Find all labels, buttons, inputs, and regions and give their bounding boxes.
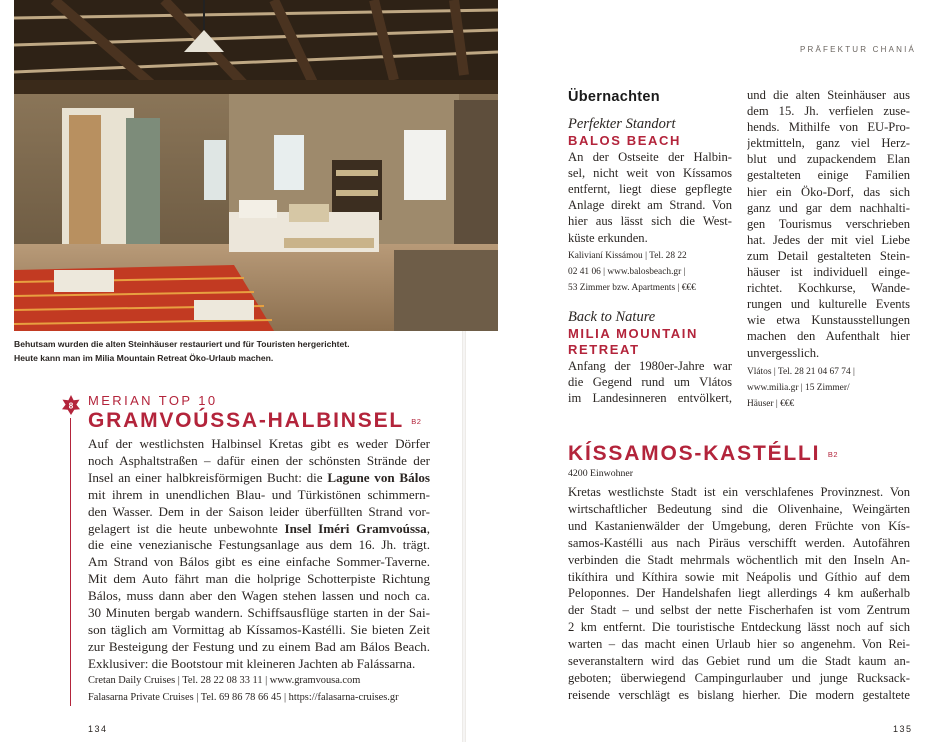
hotel2-kicker: Back to Nature: [568, 308, 656, 325]
text-line: Am Strand von Bálos gibt es eine einfache Sommer-Taverne.: [88, 554, 430, 570]
gramvoussa-body-text: [88, 436, 430, 707]
top10-vertical-rule: [70, 418, 71, 706]
section-title: Übernachten: [568, 89, 660, 105]
contact-info-line: Kalivianí Kissámou | Tel. 28 22: [568, 250, 687, 261]
hotel2-name-line: RETREAT: [568, 341, 640, 357]
text-line: Exklusiver: die Bootstour mit kleineren Jachten ab Falássarna.: [88, 655, 416, 671]
text-line: Bálos, muss dann aber den Wagen stehen lassen und noch ca.: [88, 588, 430, 604]
text-line: zur Besteigung der Festung und zu einem Bad am Bálos Beach.: [88, 638, 430, 654]
contact-info-line: Falasarna Private Cruises | Tel. 69 86 78 66 45 | https://falasarna-cruises.gr: [88, 691, 399, 703]
grid-reference: B2: [827, 449, 839, 459]
contact-info-line: Cretan Daily Cruises | Tel. 28 22 08 33 11 | www.gramvousa.com: [88, 674, 361, 686]
top10-star-badge: [60, 395, 82, 417]
hotel2-name-line: MILIA MOUNTAIN: [568, 325, 698, 341]
grid-reference: B2: [411, 416, 422, 426]
text-line: und Kastanienwälder der Umgebung, deren Früchte von Kís-: [568, 518, 910, 533]
accommodation-column-2: [747, 87, 910, 412]
hotel2-description: [568, 358, 732, 406]
text-line: hier aus lässt sich die West-: [568, 214, 732, 229]
page-number-right: 135: [893, 724, 913, 734]
top10-number: 8: [68, 401, 74, 411]
hotel2-info: [747, 364, 910, 412]
text-line: son täglich am Vormittag ab Kíssamos-Kastélli. Sie bieten Zeit: [88, 621, 430, 637]
text-line: richtet. Kochkurse, Wande-: [747, 281, 910, 296]
hotel2-description-continued: [747, 87, 910, 361]
population-subtitle: 4200 Einwohner: [568, 468, 634, 479]
text-line: 2 km entfernt. Die touristische Entdeckung lässt noch auf sich: [568, 620, 910, 635]
text-line: An der Ostseite der Halbin-: [568, 150, 732, 165]
text-line: hier ein Öko-Dorf, das sich: [747, 184, 910, 199]
text-line: gelagert ist die heute unbewohnte Insel Iméri Gramvoússa,: [88, 520, 430, 536]
text-line: severanstaltern wird das Gebiet rund um die Stadt kaum an-: [568, 654, 910, 669]
text-line: den Wasser. Dem in der Saison leider überfüllten Strand vor-: [88, 503, 430, 519]
text-line: gen Tourismus verschrieben: [747, 216, 910, 231]
text-line: zum Detail gestalteten Stein-: [747, 248, 910, 263]
text-line: dem 15. Jh. verfielen zuse-: [747, 104, 910, 119]
interior-photo: [14, 0, 498, 331]
text-line: jektmitteln, ganz viel Herz-: [747, 136, 910, 151]
text-line: Mit dem Auto fährt man die holprige Schotterpiste Richtung: [88, 571, 430, 587]
top10-label: MERIAN TOP 10: [88, 393, 218, 408]
text-line: Kretas westlichste Stadt ist ein verschlafenes Provinznest. Von: [568, 485, 910, 499]
text-line: samos-Kastélli aus nach Piräus verschifft werden. Autofähren: [568, 535, 910, 550]
heading-kissamos: [568, 442, 838, 466]
contact-info-line: 53 Zimmer bzw. Apartments | €€€: [568, 282, 696, 293]
hotel1-info: [568, 248, 732, 296]
kissamos-body-text: [568, 484, 910, 704]
text-line: Anfang der 1980er-Jahre war: [568, 358, 732, 373]
text-line: noch Asphaltstraßen – dafür einen der schönsten Strände der: [88, 452, 430, 468]
bold-term: Insel Iméri Gramvoússa: [284, 520, 427, 536]
text-line: blut und zupackendem Elan: [747, 152, 910, 167]
hotel1-description: [568, 149, 732, 246]
heading-text: GRAMVOÚSSA-HALBINSEL: [88, 409, 404, 432]
photo-caption: [14, 337, 454, 365]
text-line: sel, nicht weit von Kíssamos: [568, 166, 732, 181]
text-line: im Landesinneren entvölkert,: [568, 390, 732, 405]
text-line: reisende verschlägt es bislang hierher. Die modern gestaltete: [568, 687, 910, 702]
text-line: rungen und kulturelle Events: [747, 297, 910, 312]
text-line: küste erkunden.: [568, 230, 648, 245]
text-line: Auf der westlichsten Halbinsel Kretas gibt es weder Dörfer: [88, 436, 430, 451]
contact-info-line: Vlátos | Tel. 28 21 04 67 74 |: [747, 366, 855, 377]
text-line: mit ihrem in unendlichen Blau- und Türkistönen schimmern-: [88, 486, 430, 502]
text-line: hat. Jedes der mit viel Liebe: [747, 232, 910, 247]
text-line: 30 Minuten bergab wandern. Schiffsausflüge starten in der Sai-: [88, 605, 430, 621]
heading-gramvoussa: [88, 409, 421, 433]
text-line: Insel an einer halbkreisförmigen Bucht: die Lagune von Bálos: [88, 469, 430, 485]
text-line: tikíthira und Kíthira sowie mit Neápolis und Gíthio auf dem: [568, 569, 910, 584]
text-line: ganz und gar dem nachhalti-: [747, 200, 910, 215]
text-line: machen den Aufenthalt hier: [747, 329, 910, 344]
text-line: und die alten Steinhäuser aus: [747, 88, 910, 102]
running-head: PRÄFEKTUR CHANIÁ: [800, 45, 917, 54]
contact-info-line: Häuser | €€€: [747, 398, 795, 409]
text-line: unvergesslich.: [747, 345, 820, 360]
contact-info-line: www.milia.gr | 15 Zimmer/: [747, 382, 850, 393]
contact-info-line: 02 41 06 | www.balosbeach.gr |: [568, 266, 686, 277]
text-line: die eine venezianische Festungsanlage aus dem 16. Jh. trägt.: [88, 537, 430, 553]
heading-text: KÍSSAMOS-KASTÉLLI: [568, 442, 821, 465]
text-line: Anlage direkt am Strand. Von: [568, 198, 732, 213]
text-line: wie etwa Kunstausstellungen: [747, 313, 910, 328]
hotel1-kicker: Perfekter Standort: [568, 116, 676, 133]
text-line: Peloponnes. Der Handelshafen liegt allerdings 4 km außerhalb: [568, 586, 910, 601]
hotel1-name: BALOS BEACH: [568, 133, 681, 149]
text-line: die Gegend rund um Vlátos: [568, 374, 732, 389]
text-line: verbinden die Stadt mehrmals wöchentlich mit den Inseln An-: [568, 552, 910, 567]
text-line: gestalteten einige Familien: [747, 168, 910, 183]
text-line: hends. Mithilfe von EU-Pro-: [747, 120, 910, 135]
bold-term: Lagune von Bálos: [327, 469, 430, 485]
caption-line: Heute kann man im Milia Mountain Retreat Öko-Urlaub machen.: [14, 353, 274, 363]
text-line: warten – das macht einen Urlaub hier so angenehm. Von Rei-: [568, 637, 910, 652]
accommodation-column-1: [568, 89, 732, 406]
page-number-left: 134: [88, 724, 108, 734]
caption-line: Behutsam wurden die alten Steinhäuser restauriert und für Touristen hergerichtet.: [14, 339, 350, 349]
text-line: der Stadt – und selbst der nette Fischerhafen ist vom Zentrum: [568, 603, 910, 618]
text-line: geboten; überwiegend Campingurlauber und junge Rucksack-: [568, 670, 910, 685]
text-line: häuser ist individuell einge-: [747, 265, 910, 280]
text-line: wirtschaftlicher Bedeutung sind die Olivenhaine, Weingärten: [568, 501, 910, 516]
text-line: entfernt, liegt diese gepflegte: [568, 182, 732, 197]
